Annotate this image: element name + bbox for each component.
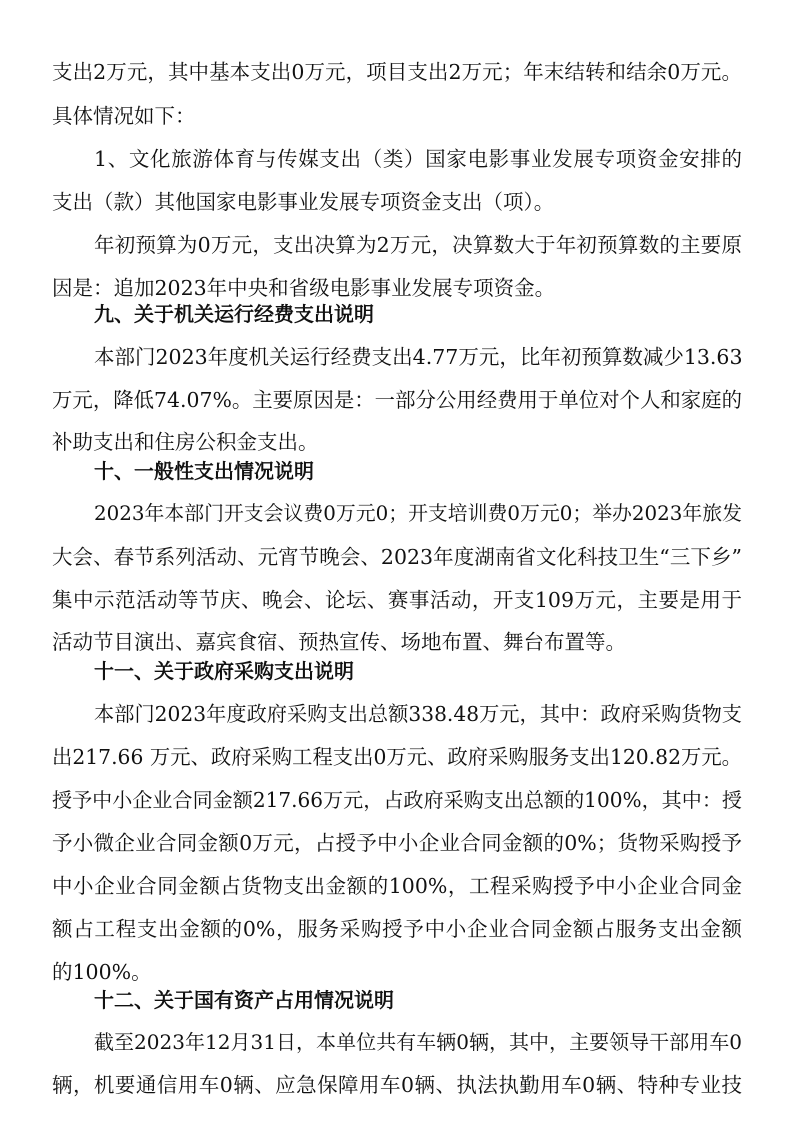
section-heading: 十、一般性支出情况说明 xyxy=(94,459,314,483)
paragraph-line: 2023年本部门开支会议费0万元0；开支培训费0万元0；举办2023年旅发 xyxy=(94,502,742,525)
paragraph-line: 支出2万元，其中基本支出0万元，项目支出2万元；年末结转和结余0万元。 xyxy=(52,60,742,84)
paragraph-line: 具体情况如下： xyxy=(52,104,196,128)
paragraph-line: 因是：追加2023年中央和省级电影事业发展专项资金。 xyxy=(52,276,556,300)
section-heading: 十一、关于政府采购支出说明 xyxy=(94,659,354,683)
paragraph-line: 本部门2023年度机关运行经费支出4.77万元，比年初预算数减少13.63 xyxy=(94,345,743,369)
paragraph-line: 万元，降低74.07%。主要原因是：一部分公用经费用于单位对个人和家庭的 xyxy=(52,388,742,412)
paragraph-line: 额占工程支出金额的0%，服务采购授予中小企业合同金额占服务支出金额 xyxy=(52,917,742,941)
paragraph-line: 补助支出和住房公积金支出。 xyxy=(52,430,319,454)
paragraph-line: 截至2023年12月31日，本单位共有车辆0辆，其中，主要领导干部用车0 xyxy=(94,1030,742,1054)
paragraph-line: 出217.66 万元、政府采购工程支出0万元、政府采购服务支出120.82万元。 xyxy=(52,745,742,769)
paragraph-line: 辆，机要通信用车0辆、应急保障用车0辆、执法执勤用车0辆、特种专业技 xyxy=(52,1073,742,1097)
section-heading: 九、关于机关运行经费支出说明 xyxy=(94,302,374,326)
paragraph-line: 活动节目演出、嘉宾食宿、预热宣传、场地布置、舞台布置等。 xyxy=(52,630,626,654)
paragraph-line: 集中示范活动等节庆、晚会、论坛、赛事活动，开支109万元，主要是用于 xyxy=(52,588,742,612)
paragraph-line: 本部门2023年度政府采购支出总额338.48万元，其中：政府采购货物支 xyxy=(94,702,742,726)
paragraph-line: 年初预算为0万元，支出决算为2万元，决算数大于年初预算数的主要原 xyxy=(94,233,742,257)
section-heading: 十二、关于国有资产占用情况说明 xyxy=(94,988,394,1012)
paragraph-line: 的100%。 xyxy=(52,960,152,984)
paragraph-line: 中小企业合同金额占货物支出金额的100%，工程采购授予中小企业合同金 xyxy=(52,874,742,898)
paragraph-line: 支出（款）其他国家电影事业发展专项资金支出（项）。 xyxy=(52,190,555,214)
paragraph-line: 大会、春节系列活动、元宵节晚会、2023年度湖南省文化科技卫生“三下乡” xyxy=(52,545,742,569)
paragraph-line: 予小微企业合同金额0万元，占授予中小企业合同金额的0%；货物采购授予 xyxy=(52,831,742,855)
paragraph-line: 1、文化旅游体育与传媒支出（类）国家电影事业发展专项资金安排的 xyxy=(94,147,742,171)
paragraph-line: 授予中小企业合同金额217.66万元，占政府采购支出总额的100%，其中：授 xyxy=(52,788,742,812)
